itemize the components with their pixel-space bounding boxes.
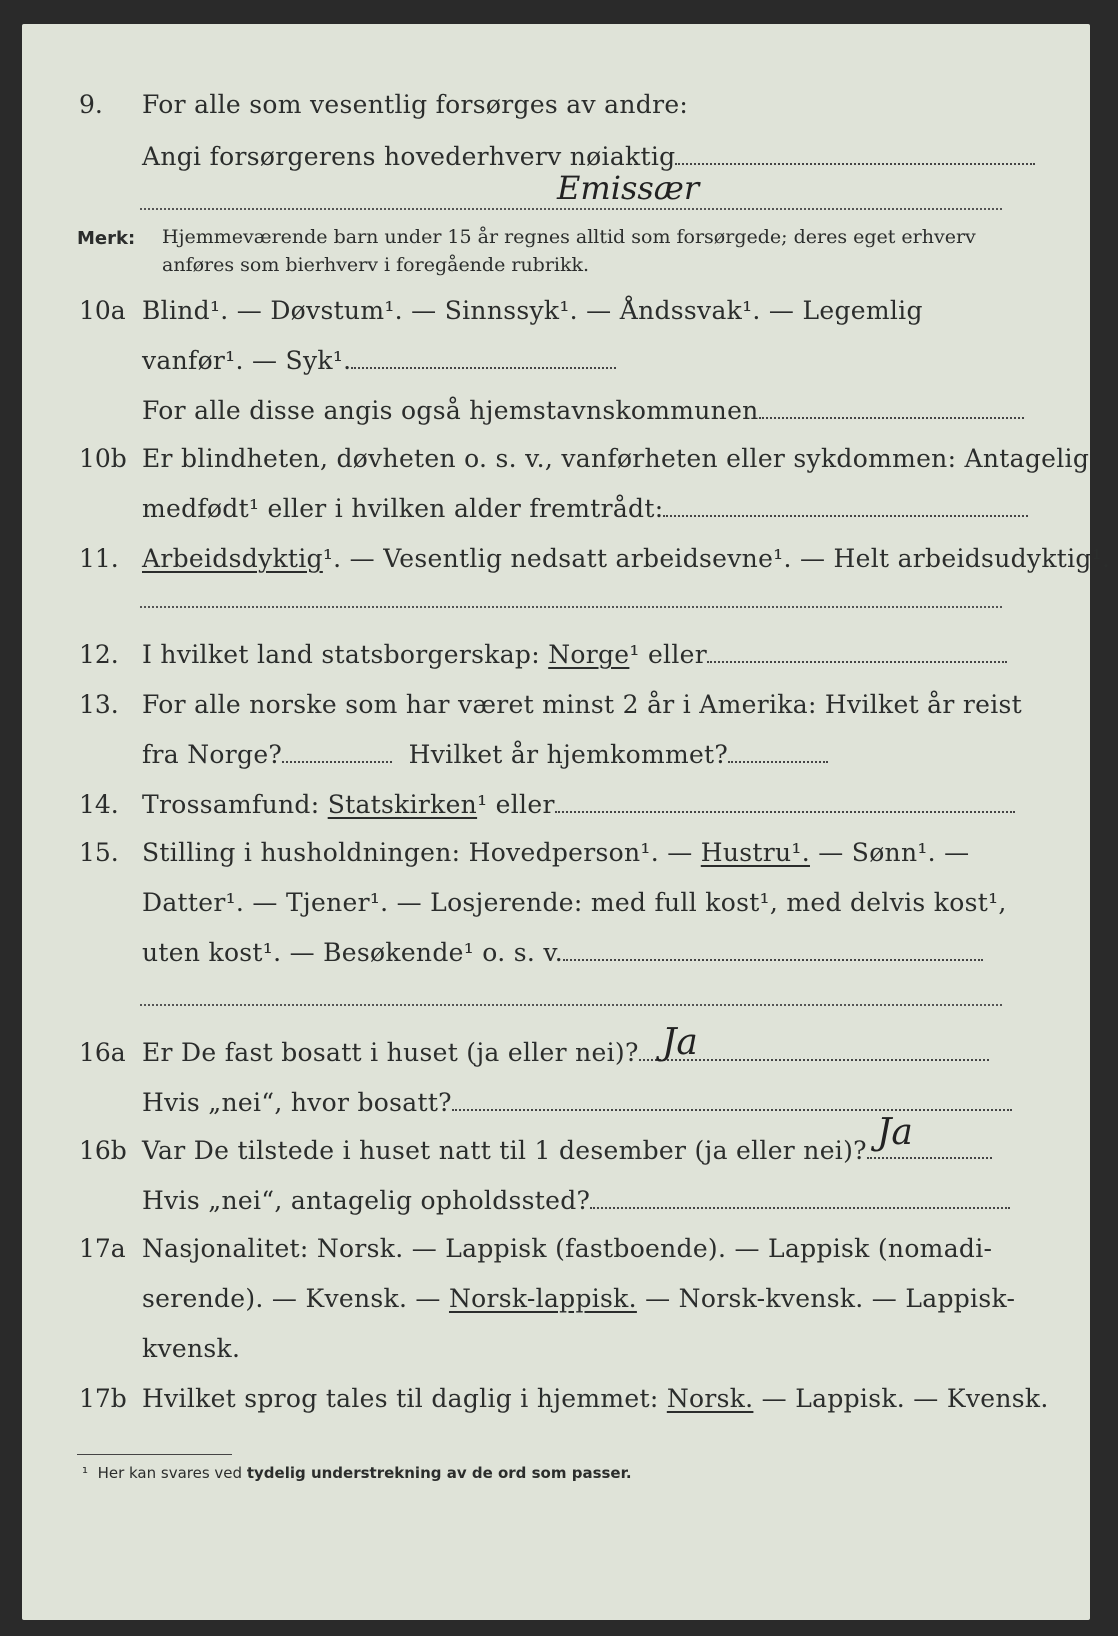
- merk-line1: Hjemmeværende barn under 15 år regnes alltid som forsørgede; deres eget erhverv: [162, 226, 976, 248]
- q17a-line1a: Nasjonalitet: Norsk. —: [142, 1234, 438, 1263]
- q15-line1: [142, 838, 969, 867]
- q17a-number: 17a: [79, 1234, 126, 1263]
- q17a-line1: [142, 1234, 992, 1263]
- q15-post: — Sønn¹. —: [818, 838, 970, 867]
- q17a-line1c: — Lappisk (nomadi-: [734, 1234, 993, 1263]
- census-form-sheet: [22, 24, 1111, 1620]
- q11-answer-line: [140, 606, 1002, 608]
- q12-post: ¹ eller: [629, 640, 707, 669]
- q17b-line: [142, 1384, 1049, 1413]
- q13-line2b: Hvilket år hjemkommet?: [408, 740, 729, 769]
- q10a-line3-text: For alle disse angis også hjemstavnskommunen: [142, 396, 759, 425]
- footnote-pre: Her kan svares ved: [97, 1464, 243, 1482]
- q13-hjem-dots: [728, 760, 828, 763]
- q16b-line2: [142, 1186, 1010, 1215]
- footnote-mark: ¹: [82, 1464, 89, 1482]
- q9-line2-text: Angi forsørgerens hovederhverv nøiaktig: [142, 142, 676, 171]
- q16a-line1-text: Er De fast bosatt i huset (ja eller nei)?: [142, 1038, 639, 1067]
- q17a-line1b: Lappisk (fastboende).: [445, 1234, 727, 1263]
- q17b-pre: Hvilket sprog tales til daglig i hjemmet:: [142, 1384, 659, 1413]
- q15-line2: Datter¹. — Tjener¹. — Losjerende: med full kost¹, med delvis kost¹,: [142, 888, 1007, 917]
- q10a-line2: [142, 346, 616, 375]
- q17a-line2c: — Norsk-kvensk. — Lappisk-: [645, 1284, 1016, 1313]
- q16a-handwritten-answer: Ja: [662, 1022, 698, 1063]
- q13-line1: For alle norske som har været minst 2 år i Amerika: Hvilket år reist: [142, 690, 1023, 719]
- q16b-line2-text: Hvis „nei“, antagelig opholdssted?: [142, 1186, 591, 1215]
- q15-line3: [142, 938, 983, 967]
- q16a-number: 16a: [79, 1038, 126, 1067]
- q12-fill-dots: [707, 660, 1007, 663]
- q14-post: ¹ eller: [477, 790, 555, 819]
- q9-line1: For alle som vesentlig forsørges av andre:: [142, 90, 689, 119]
- q17b-number: 17b: [79, 1384, 127, 1413]
- q13-number: 13.: [79, 690, 119, 719]
- q11-selected-option: Arbeidsdyktig: [142, 544, 323, 573]
- q14-fill-dots: [555, 810, 1015, 813]
- q10a-fill-dots: [351, 366, 616, 369]
- q12-line: [142, 640, 1007, 669]
- q16b-number: 16b: [79, 1136, 127, 1165]
- q13-line2: [142, 740, 828, 769]
- q15-line3-text: uten kost¹. — Besøkende¹ o. s. v.: [142, 938, 564, 967]
- footnote-rule: [77, 1454, 232, 1455]
- q15-answer-line: [140, 1004, 1002, 1006]
- q16a-line2-text: Hvis „nei“, hvor bosatt?: [142, 1088, 452, 1117]
- q15-selected-option: Hustru¹.: [700, 838, 810, 867]
- q17a-selected-option: Norsk-lappisk.: [448, 1284, 637, 1313]
- q12-number: 12.: [79, 640, 119, 669]
- q14-selected-option: Statskirken: [327, 790, 478, 819]
- q14-pre: Trossamfund:: [142, 790, 320, 819]
- q9-line2: [142, 142, 1035, 171]
- q13-reist-dots: [282, 760, 392, 763]
- merk-line2: anføres som bierhverv i foregående rubrikk.: [162, 254, 590, 276]
- q16b-line1: [142, 1136, 992, 1165]
- merk-label: Merk:: [77, 228, 136, 249]
- q16b-handwritten-answer: Ja: [877, 1112, 913, 1153]
- q16b-line2-dots: [590, 1206, 1010, 1209]
- q10b-number: 10b: [79, 444, 127, 473]
- q12-selected-option: Norge: [548, 640, 630, 669]
- q11-line: [142, 544, 1110, 573]
- q9-answer-line: [140, 208, 1002, 210]
- q17b-selected-option: Norsk.: [666, 1384, 754, 1413]
- q16a-line1: [142, 1038, 989, 1067]
- footnote-bold: tydelig understrekning av de ord som passer.: [246, 1464, 632, 1482]
- q10b-fill-dots: [663, 514, 1028, 517]
- q12-pre: I hvilket land statsborgerskap:: [142, 640, 540, 669]
- q17a-line2a: serende). — Kvensk. —: [142, 1284, 441, 1313]
- q11-rest: ¹. — Vesentlig nedsatt arbeidsevne¹. — Helt arbeidsudyktig¹.: [322, 544, 1111, 573]
- q10a-line3-dots: [759, 416, 1024, 419]
- q10a-number: 10a: [79, 296, 126, 325]
- q10a-line3: [142, 396, 1024, 425]
- q10a-line2-text: vanfør¹. — Syk¹.: [142, 346, 352, 375]
- q10b-line1: Er blindheten, døvheten o. s. v., vanførheten eller sykdommen: Antagelig: [142, 444, 1090, 473]
- q10a-line1: Blind¹. — Døvstum¹. — Sinnssyk¹. — Åndssvak¹. — Legemlig: [142, 296, 923, 325]
- q9-fill-dots: [675, 162, 1035, 165]
- q15-pre: Stilling i husholdningen: Hovedperson¹. —: [142, 838, 693, 867]
- q14-line: [142, 790, 1015, 819]
- q10b-line2-text: medfødt¹ eller i hvilken alder fremtrådt:: [142, 494, 664, 523]
- q10b-line2: [142, 494, 1028, 523]
- q16a-line2-dots: [452, 1108, 1012, 1111]
- q16b-line1-text: Var De tilstede i huset natt til 1 desember (ja eller nei)?: [142, 1136, 867, 1165]
- q14-number: 14.: [79, 790, 119, 819]
- q9-handwritten-answer: Emissær: [557, 169, 700, 207]
- q17a-line3: kvensk.: [142, 1334, 241, 1363]
- q11-number: 11.: [79, 544, 119, 573]
- q15-fill-dots: [563, 958, 983, 961]
- footnote: [82, 1464, 632, 1482]
- q9-number: 9.: [79, 90, 103, 119]
- q17a-line2: [142, 1284, 1015, 1313]
- q13-line2a: fra Norge?: [142, 740, 283, 769]
- q17b-post: — Lappisk. — Kvensk.: [761, 1384, 1049, 1413]
- q16b-fill-dots: [867, 1156, 992, 1159]
- q15-number: 15.: [79, 838, 119, 867]
